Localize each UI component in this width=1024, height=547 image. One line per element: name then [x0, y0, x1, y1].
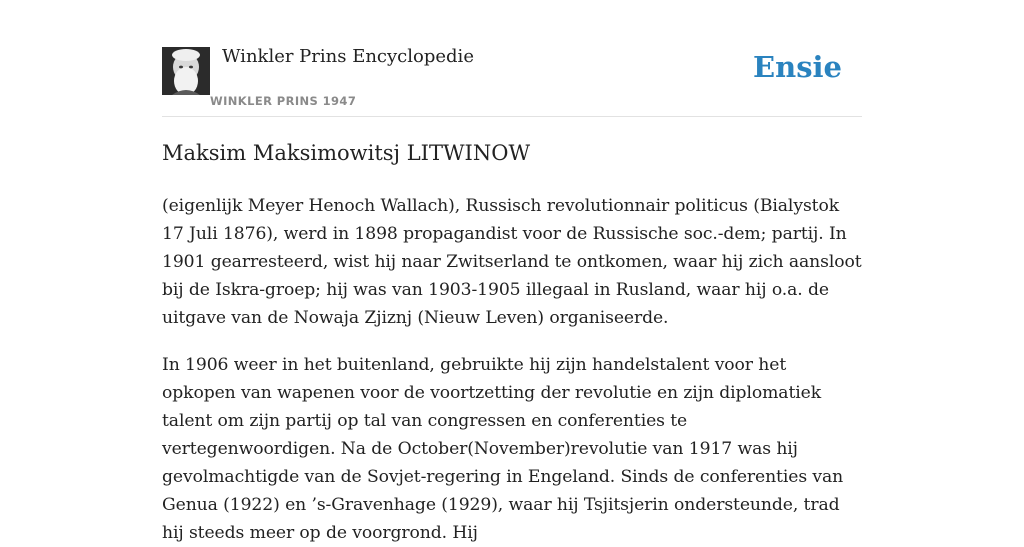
portrait-avatar-icon[interactable] — [162, 47, 210, 95]
site-name[interactable]: Winkler Prins Encyclopedie — [222, 46, 474, 67]
article-paragraph: In 1906 weer in het buitenland, gebruikte hij zijn handelstalent voor het opkopen van wapenen voor de voortzetting der revolutie en zijn diplomatiek talent om zijn partij op tal van congressen en conferenties te vertegenwoordigen. Na de October(November)revolutie van 1917 was hij gevolmachtigde van de Sovjet-regering in Engeland. Sinds de conferenties van Genua (1922) en ’s-Gravenhage (1929), waar hij Tsjitsjerin ondersteunde, trad hij steeds meer op de voorgrond. Hij — [162, 355, 844, 543]
article-paragraph: (eigenlijk Meyer Henoch Wallach), Russisch revolutionnair politicus (Bialystok 17 Juli 1876), werd in 1898 propagandist voor de Russische soc.-dem; partij. In 1901 gearresteerd, wist hij naar Zwitserland te ontkomen, waar hij zich aansloot bij de Iskra-groep; hij was van 1903-1905 illegaal in Rusland, waar hij o.a. de uitgave van de Nowaja Zjiznj (Nieuw Leven) organiseerde. — [162, 196, 862, 328]
page-header — [162, 0, 862, 117]
article-title: Maksim Maksimowitsj LITWINOW — [162, 141, 531, 165]
edition-label: WINKLER PRINS 1947 — [210, 94, 357, 108]
page-container — [162, 0, 862, 543]
brand-logo[interactable]: Ensie — [753, 50, 842, 84]
